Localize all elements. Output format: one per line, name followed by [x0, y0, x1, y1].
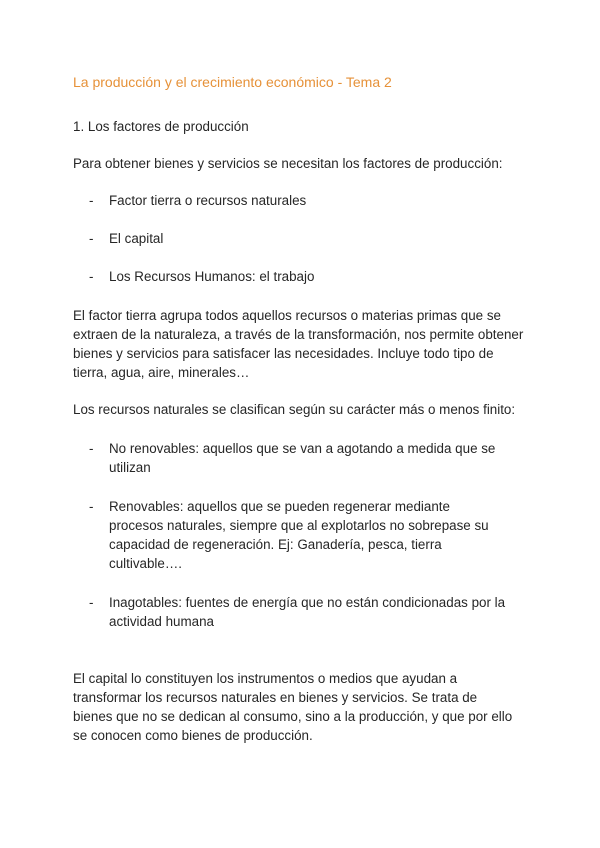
document-page	[73, 72, 533, 763]
list-item-text: Inagotables: fuentes de energía que no están condicionadas por la actividad humana	[109, 595, 506, 629]
list-item	[73, 267, 533, 286]
dash-bullet: -	[89, 231, 94, 246]
intro-paragraph: Para obtener bienes y servicios se necesitan los factores de producción:	[73, 156, 503, 171]
dash-bullet: -	[89, 193, 94, 208]
list-item	[73, 439, 533, 477]
dash-bullet: -	[89, 499, 94, 514]
list-item-text: Renovables: aquellos que se pueden regenerar mediante procesos naturales, siempre que al explotarlos no sobrepase su capacidad de regeneración. Ej: Ganadería, pesca, tierra cultivable….	[109, 499, 489, 571]
paragraph-tierra: El factor tierra agrupa todos aquellos recursos o materias primas que se extraen de la naturaleza, a través de la transformación, nos permite obtener bienes y servicios para satisfacer las necesidades. Incluye todo tipo de tierra, agua, aire, minerales…	[73, 308, 524, 380]
list-item-text: El capital	[109, 231, 164, 246]
list-item	[73, 593, 533, 631]
dash-bullet: -	[89, 269, 94, 284]
list-item	[73, 497, 533, 573]
document-title: La producción y el crecimiento económico - Tema 2	[73, 74, 392, 90]
list-item-text: Factor tierra o recursos naturales	[109, 193, 307, 208]
dash-bullet: -	[89, 441, 94, 456]
paragraph-clasificacion: Los recursos naturales se clasifican según su carácter más o menos finito:	[73, 402, 516, 417]
list-item-text: Los Recursos Humanos: el trabajo	[109, 269, 315, 284]
section-heading: 1. Los factores de producción	[73, 119, 249, 134]
list-item	[73, 229, 533, 248]
list-item-text: No renovables: aquellos que se van a agotando a medida que se utilizan	[109, 441, 496, 475]
resource-types-list	[73, 439, 533, 631]
factors-list	[73, 191, 533, 286]
list-item	[73, 191, 533, 210]
paragraph-capital: El capital lo constituyen los instrumentos o medios que ayudan a transformar los recursos naturales en bienes y servicios. Se trata de bienes que no se dedican al consumo, sino a la producción, y que por ello se conocen como bienes de producción.	[73, 671, 513, 743]
dash-bullet: -	[89, 595, 94, 610]
